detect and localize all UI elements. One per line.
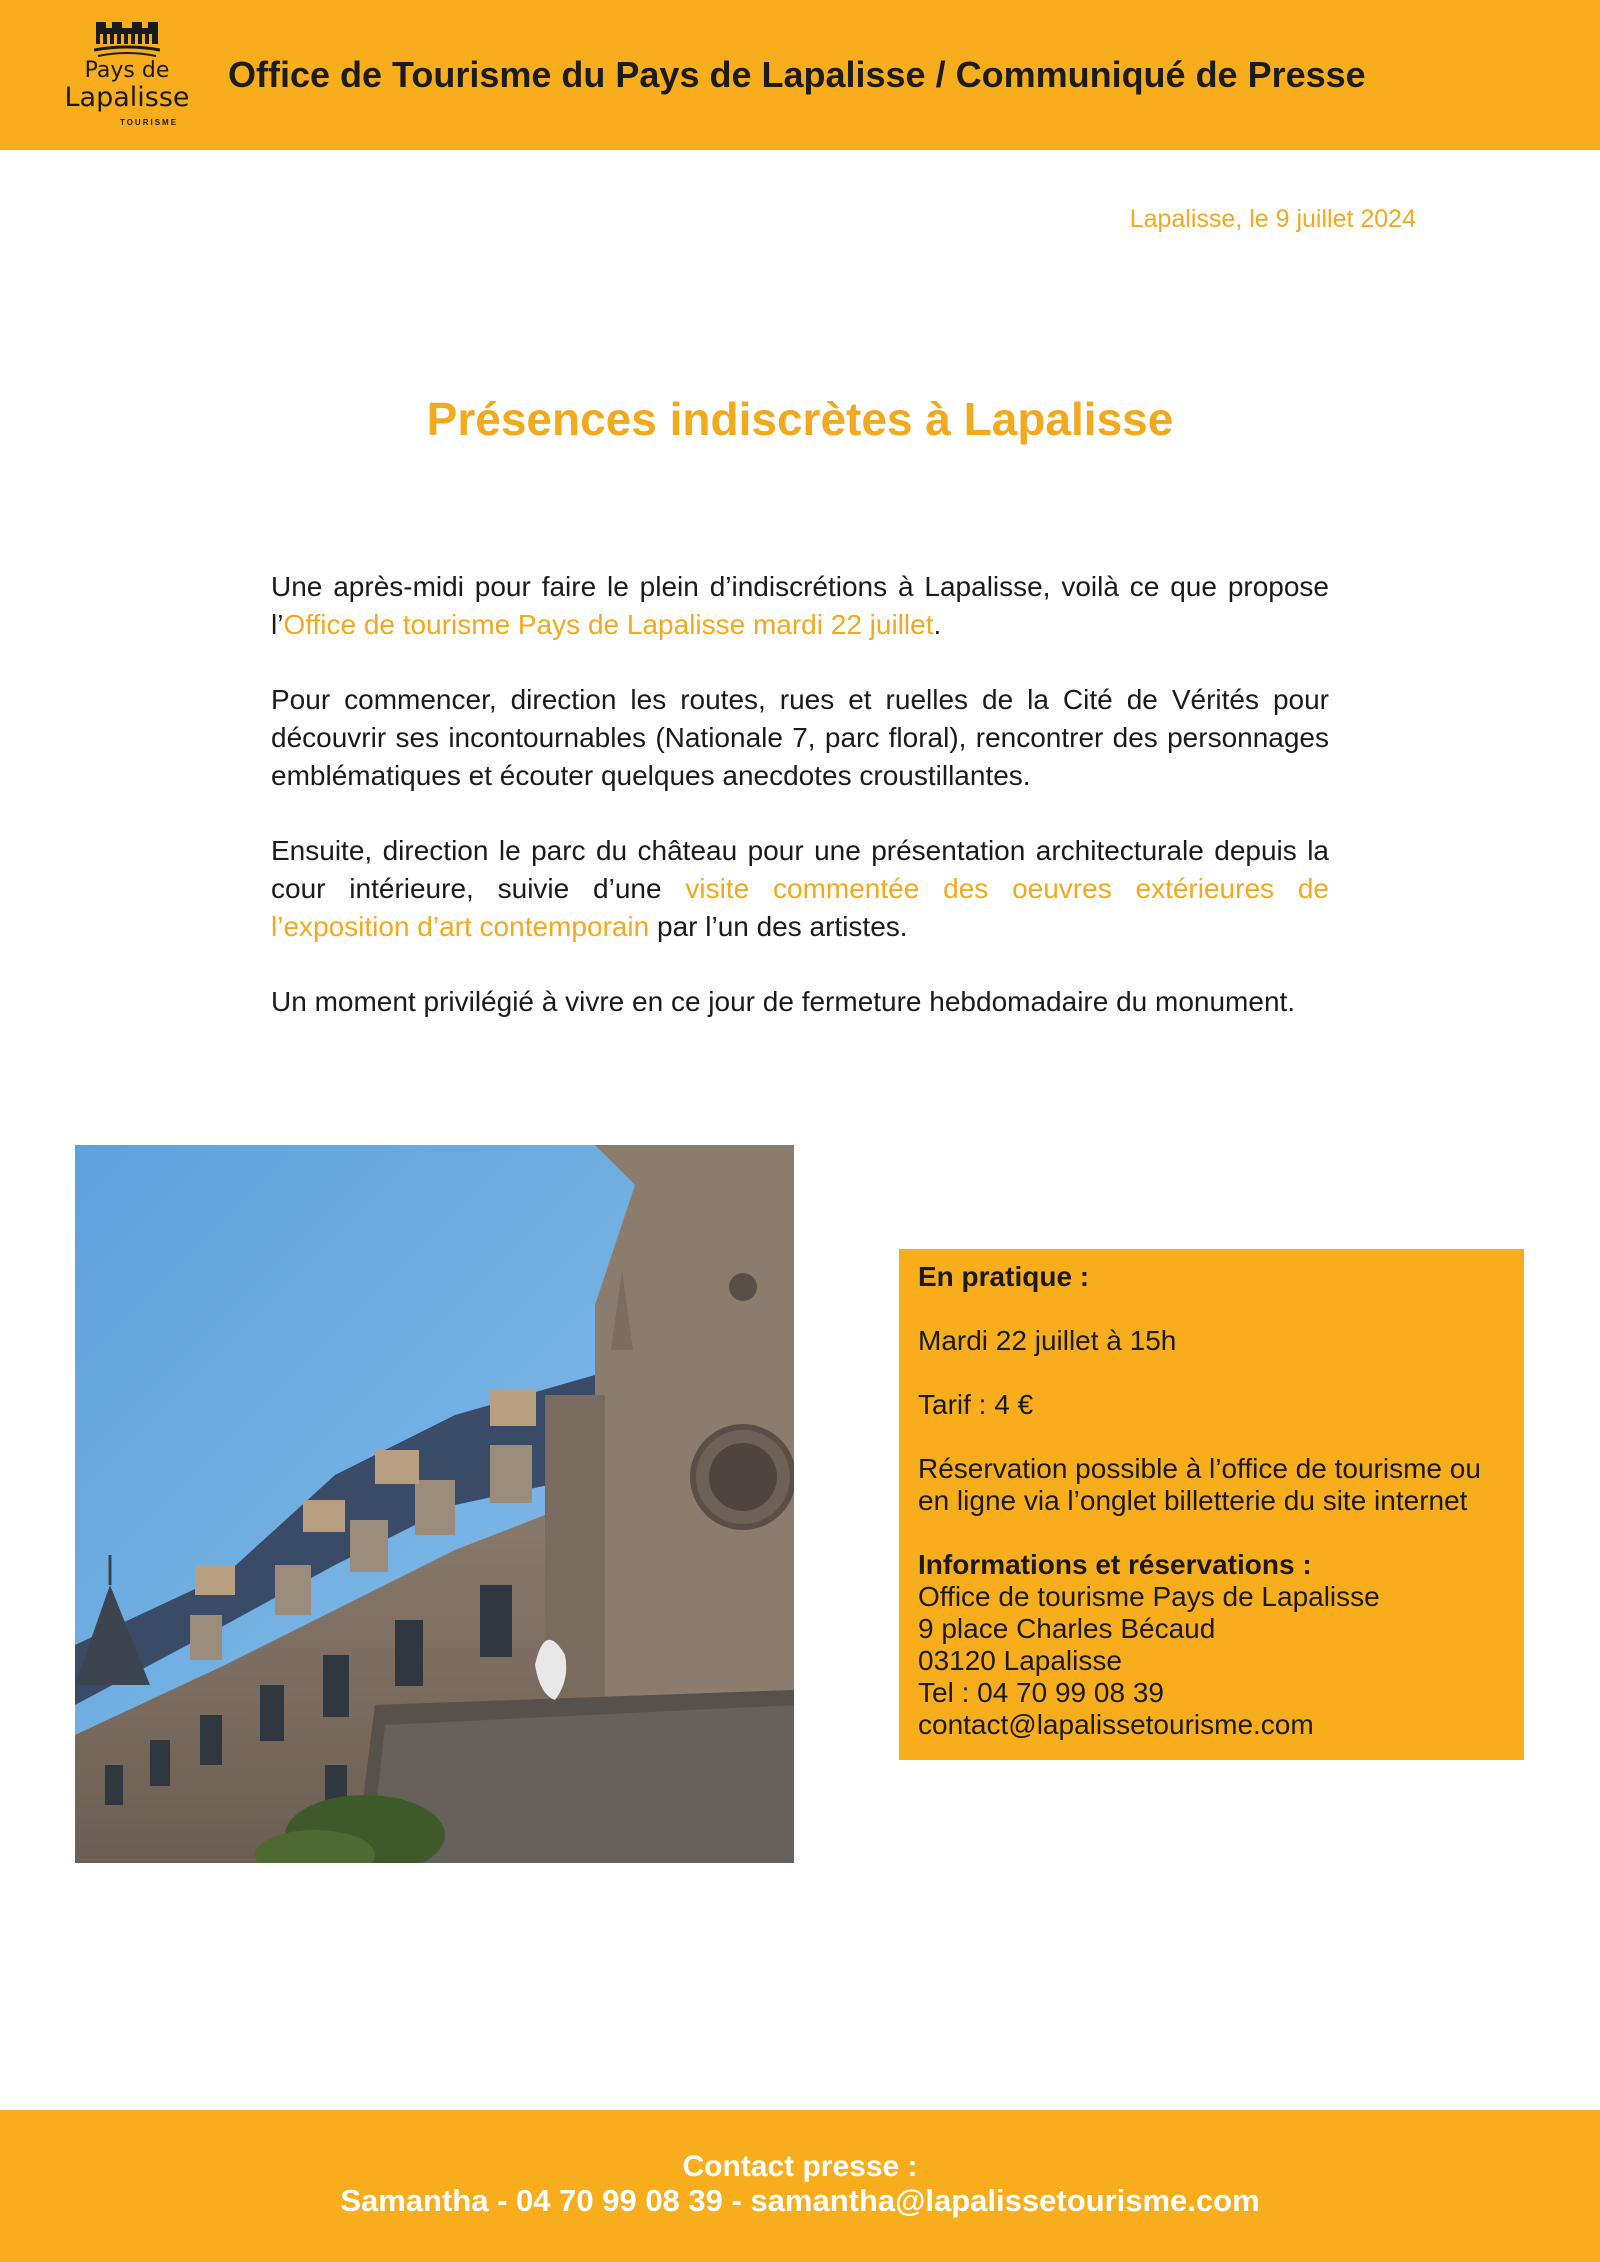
practical-info-box [899, 1249, 1524, 1760]
logo-text-tourisme: TOURISME [119, 118, 179, 127]
footer-contact-label: Contact presse : [682, 2150, 918, 2183]
footer-contact-details[interactable]: Samantha - 04 70 99 08 39 - samantha@lapalissetourisme.com [340, 2183, 1260, 2218]
paragraph-intro [271, 568, 1329, 644]
castle-photo [75, 1145, 794, 1863]
header-title: Office de Tourisme du Pays de Lapalisse / Communiqué de Presse [228, 54, 1366, 95]
logo-text-pays-de: Pays de [84, 58, 170, 83]
info-line-email[interactable]: contact@lapalissetourisme.com [918, 1709, 1314, 1740]
info-line-phone[interactable]: Tel : 04 70 99 08 39 [918, 1677, 1164, 1708]
castle-icon [94, 20, 160, 58]
paragraph-intro-end: . [933, 609, 942, 640]
paragraph-castle [271, 832, 1329, 946]
practical-heading: En pratique : [918, 1261, 1090, 1292]
page-title: Présences indiscrètes à Lapalisse [426, 393, 1174, 445]
press-release-date: Lapalisse, le 9 juillet 2024 [1129, 205, 1416, 233]
highlight-guided-tour: visite commentée des oeuvres extérieures de l’exposition d’art contemporain [271, 873, 1329, 942]
paragraph-castle-end: par l’un des artistes. [649, 911, 908, 942]
practical-booking: Réservation possible à l’office de tourisme ou en ligne via l’onglet billetterie du site internet [918, 1453, 1481, 1516]
logo-text-lapalisse: Lapalisse [64, 82, 190, 113]
practical-when: Mardi 22 juillet à 15h [918, 1325, 1177, 1356]
footer-bar [0, 2110, 1600, 2262]
practical-price: Tarif : 4 € [918, 1389, 1034, 1420]
info-line-address: 9 place Charles Bécaud [918, 1613, 1216, 1644]
paragraph-closing: Un moment privilégié à vivre en ce jour de fermeture hebdomadaire du monument. [271, 986, 1296, 1017]
info-heading: Informations et réservations : [918, 1549, 1312, 1580]
logo [62, 16, 192, 136]
header-bar [0, 0, 1600, 150]
paragraph-intro-text: Une après-midi pour faire le plein d’indiscrétions à Lapalisse, voilà ce que propose l’ [271, 571, 1329, 640]
paragraph-itinerary: Pour commencer, direction les routes, rues et ruelles de la Cité de Vérités pour découvrir ses incontournables (Nationale 7, parc floral), rencontrer des personnages emblématiques et écouter quelques anecdotes croustillantes. [271, 684, 1329, 791]
body-text [271, 568, 1329, 1058]
highlight-office-date: Office de tourisme Pays de Lapalisse mardi 22 juillet [283, 609, 934, 640]
paragraph-castle-text: Ensuite, direction le parc du château pour une présentation architecturale depuis la cour intérieure, suivie d’une [271, 835, 1329, 904]
info-line-office: Office de tourisme Pays de Lapalisse [918, 1581, 1380, 1612]
info-line-city: 03120 Lapalisse [918, 1645, 1122, 1676]
